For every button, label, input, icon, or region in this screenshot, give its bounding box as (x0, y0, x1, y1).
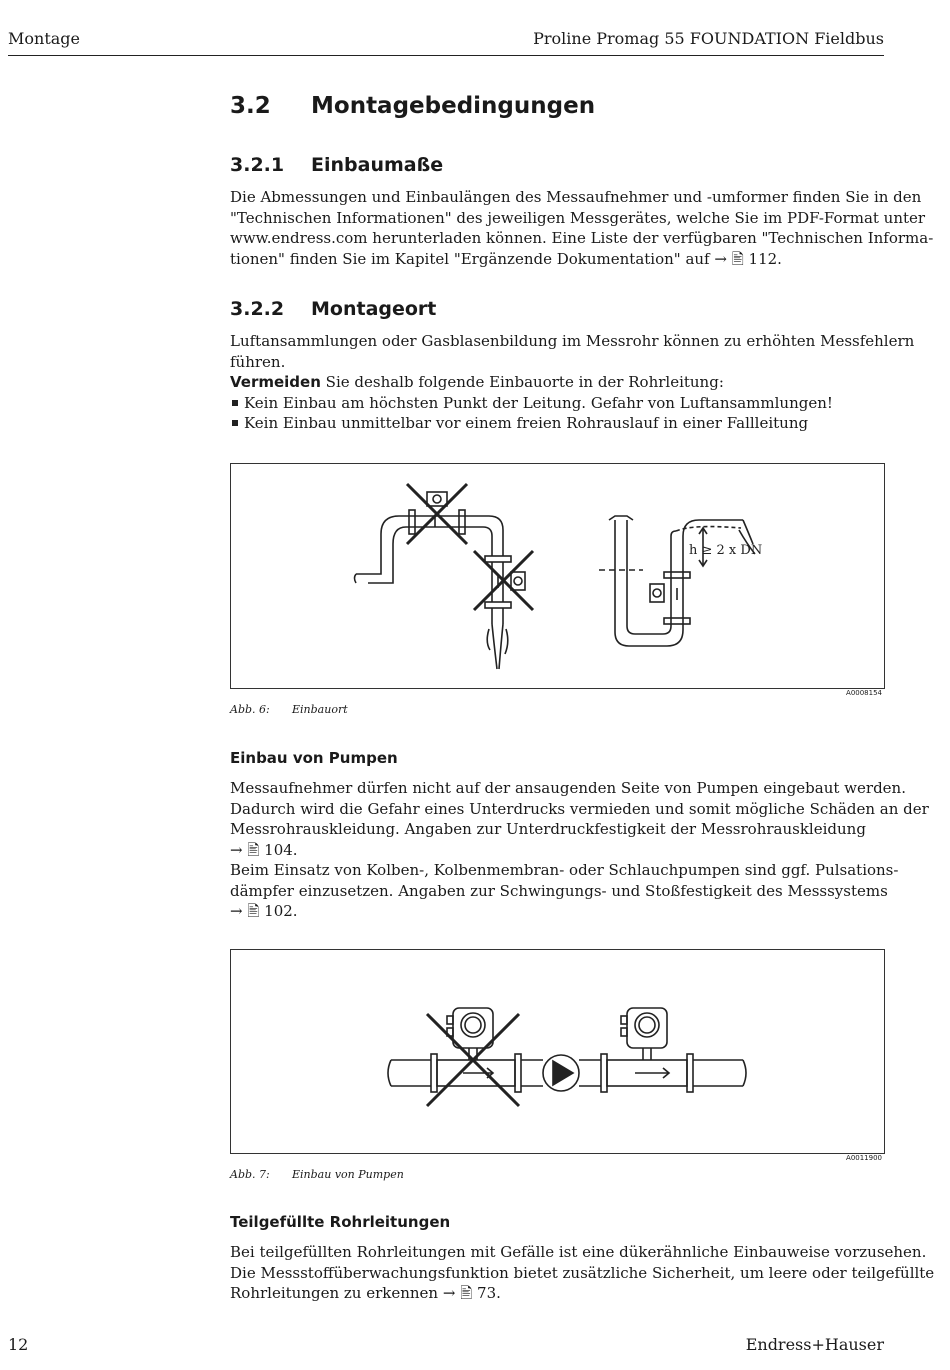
dimension-label: h ≥ 2 x DN (689, 543, 763, 558)
bullet-square-icon (232, 400, 238, 406)
subsection-heading-montageort (230, 298, 436, 320)
text-line (230, 372, 886, 393)
section-title: Montagebedingungen (311, 93, 596, 119)
subsection-number: 3.2.1 (230, 154, 285, 176)
figure-caption (230, 1168, 404, 1181)
running-header-chapter: Montage (8, 29, 80, 48)
section-number: 3.2 (230, 93, 271, 119)
subsection-heading-einbaumasse (230, 154, 443, 176)
text-line: Dadurch wird die Gefahr eines Unterdrucks vermieden und somit mögliche Schäden an der (230, 799, 929, 818)
text-line: Messrohrauskleidung. Angaben zur Unterdruckfestigkeit der Messrohrauskleidung (230, 820, 866, 838)
section-heading (230, 93, 595, 119)
running-header-product: Proline Promag 55 FOUNDATION Fieldbus (533, 29, 884, 48)
text-fragment: Sie deshalb folgende Einbauorte in der Rohrleitung: (320, 373, 724, 391)
bullet-square-icon (232, 420, 238, 426)
text-line: → 🖹 102. (230, 902, 298, 920)
text-line: "Technischen Informationen" des jeweiligen Messgerätes, welche Sie im PDF-Format unter (230, 208, 926, 227)
text-line: tionen" finden Sie im Kapitel "Ergänzende Dokumentation" auf → 🖹 112. (230, 249, 782, 268)
footer-brand: Endress+Hauser (745, 1335, 884, 1354)
text-line: www.endress.com herunterladen können. Eine Liste der verfügbaren "Technischen Informa- (230, 229, 934, 247)
text-line: Messaufnehmer dürfen nicht auf der ansaugenden Seite von Pumpen eingebaut werden. (230, 779, 906, 797)
subsection-title: Montageort (311, 298, 437, 320)
text-line: Bei teilgefüllten Rohrleitungen mit Gefälle ist eine dükerähnliche Einbauweise vorzusehen. (230, 1243, 927, 1261)
figure-caption (230, 703, 348, 716)
bullet-item (230, 413, 886, 434)
caption-text: Einbauort (292, 703, 348, 716)
figure-einbauort (230, 463, 885, 697)
pump-installation-diagram (231, 950, 884, 1153)
bullet-text: Kein Einbau am höchsten Punkt der Leitung. Gefahr von Luftansammlungen! (244, 393, 833, 412)
figure-id: A0011900 (846, 1154, 882, 1162)
text-line: → 🖹 104. (230, 840, 298, 859)
text-line: führen. (230, 352, 286, 371)
page-number: 12 (8, 1335, 29, 1354)
text-line: dämpfer einzusetzen. Angaben zur Schwingungs- und Stoßfestigkeit des Messsystems (230, 881, 888, 900)
subsection-title: Einbaumaße (311, 154, 444, 176)
figure-id: A0008154 (846, 689, 882, 697)
bullet-item (230, 393, 886, 414)
emphasis-vermeiden: Vermeiden (230, 373, 321, 391)
bullet-text: Kein Einbau unmittelbar vor einem freien Rohrauslauf in einer Fallleitung (244, 414, 809, 432)
text-line: Beim Einsatz von Kolben-, Kolbenmembran- oder Schlauchpumpen sind ggf. Pulsations- (230, 861, 899, 879)
paragraph-teilgefuellt (230, 1242, 935, 1304)
paragraph-montageort (230, 331, 915, 434)
caption-text: Einbau von Pumpen (292, 1168, 404, 1181)
text-line: Luftansammlungen oder Gasblasenbildung im Messrohr können zu erhöhten Messfehlern (230, 332, 915, 350)
figure-einbau-von-pumpen (230, 949, 885, 1162)
heading-teilgefuellte-rohrleitungen: Teilgefüllte Rohrleitungen (230, 1213, 451, 1231)
header-rule (8, 55, 884, 56)
subsection-number: 3.2.2 (230, 298, 285, 320)
text-line: Die Abmessungen und Einbaulängen des Messaufnehmer und -umformer finden Sie in den (230, 188, 922, 206)
heading-einbau-von-pumpen: Einbau von Pumpen (230, 749, 398, 767)
installation-location-diagram (231, 464, 884, 688)
caption-label: Abb. 6: (230, 703, 270, 716)
text-line: Die Messstoffüberwachungsfunktion bietet zusätzliche Sicherheit, um leere oder teilgefüllte (230, 1263, 935, 1282)
caption-label: Abb. 7: (230, 1168, 270, 1181)
text-line: Rohrleitungen zu erkennen → 🖹 73. (230, 1284, 501, 1302)
paragraph-pumpen (230, 778, 929, 922)
paragraph-einbaumasse (230, 187, 934, 269)
